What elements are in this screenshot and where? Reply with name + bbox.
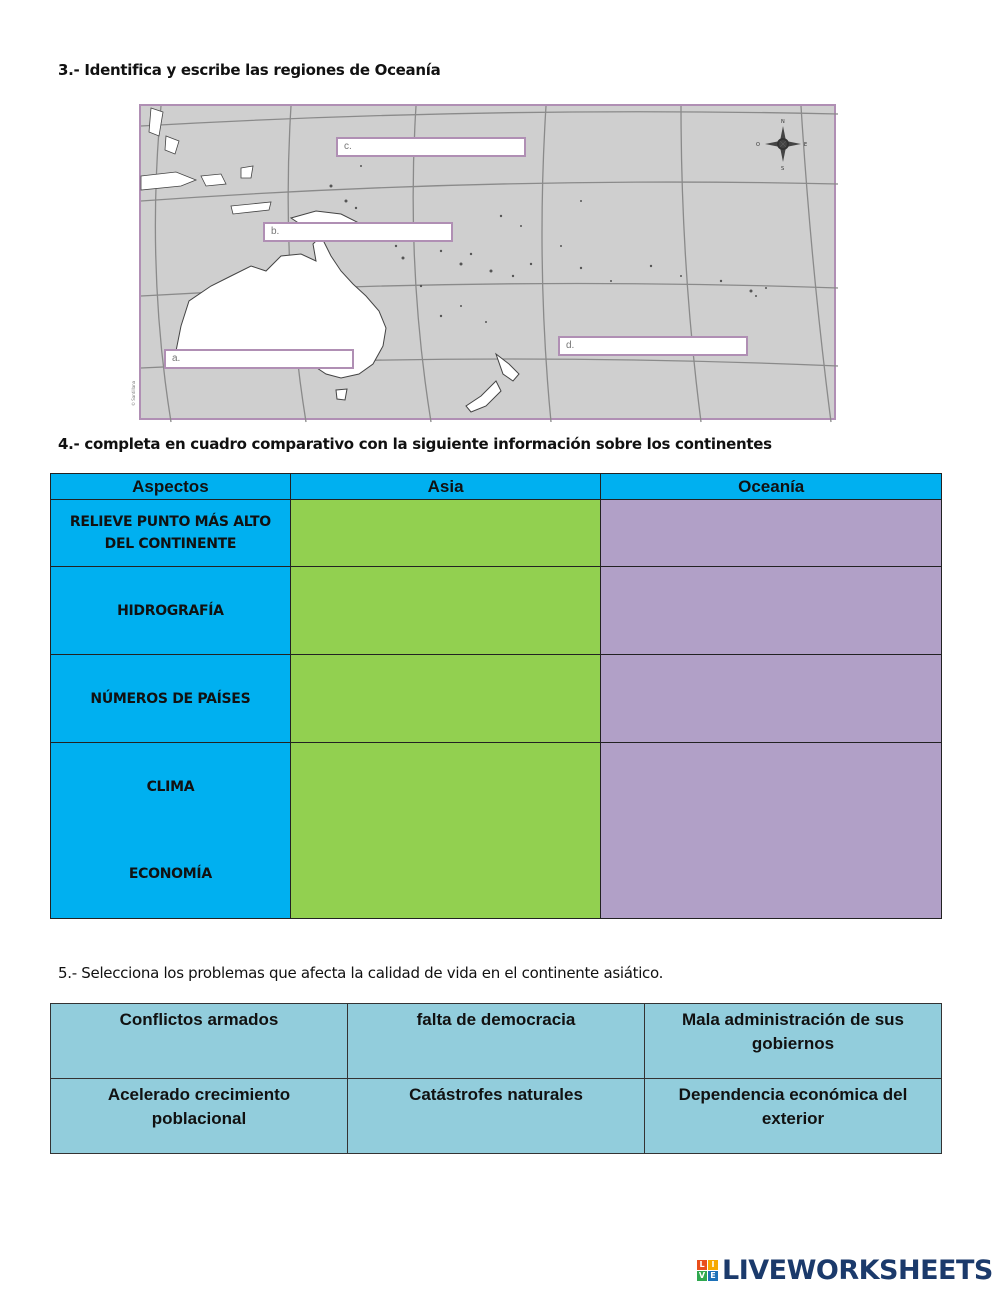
aspect-clima: CLIMA xyxy=(51,743,291,831)
map-field-c[interactable]: c. xyxy=(336,137,526,157)
header-asia: Asia xyxy=(290,474,601,500)
row-relieve xyxy=(51,500,942,567)
question-3-title: 3.- Identifica y escribe las regiones de Oceanía xyxy=(58,61,441,79)
map-field-b[interactable]: b. xyxy=(263,222,453,242)
map-credit: © Santillana xyxy=(131,380,136,406)
compass-s: S xyxy=(781,166,785,172)
aspect-paises: NÚMEROS DE PAÍSES xyxy=(51,655,291,743)
cell-oceania-clima-economia[interactable] xyxy=(601,743,942,919)
option-democracia[interactable]: falta de democracia xyxy=(348,1004,645,1079)
header-aspectos: Aspectos xyxy=(51,474,291,500)
aspect-hidrografia: HIDROGRAFÍA xyxy=(51,567,291,655)
logo-badge-i: I xyxy=(708,1260,718,1270)
option-crecimiento[interactable]: Acelerado crecimiento poblacional xyxy=(51,1079,348,1154)
oceania-map xyxy=(131,104,836,420)
compass-n: N xyxy=(781,119,785,125)
map-field-d[interactable]: d. xyxy=(558,336,748,356)
cell-asia-hidrografia[interactable] xyxy=(290,567,601,655)
option-administracion[interactable]: Mala administración de sus gobiernos xyxy=(645,1004,942,1079)
option-catastrofes[interactable]: Catástrofes naturales xyxy=(348,1079,645,1154)
compass-o: O xyxy=(756,142,760,148)
logo-badge-v: V xyxy=(698,1270,706,1280)
row-clima xyxy=(51,743,942,831)
map-field-a[interactable]: a. xyxy=(164,349,354,369)
logo-wordmark: LIVEWORKSHEETS xyxy=(722,1254,993,1286)
option-conflictos[interactable]: Conflictos armados xyxy=(51,1004,348,1079)
new-zealand-south xyxy=(466,381,501,412)
question-5-title: 5.- Selecciona los problemas que afecta la calidad de vida en el continente asiático. xyxy=(58,964,664,982)
aspect-relieve-line1: RELIEVE PUNTO MÁS ALTO xyxy=(69,514,271,530)
cell-oceania-hidrografia[interactable] xyxy=(601,567,942,655)
cell-asia-relieve[interactable] xyxy=(290,500,601,567)
cell-oceania-relieve[interactable] xyxy=(601,500,942,567)
liveworksheets-logo xyxy=(697,1255,993,1285)
comparison-header-row xyxy=(51,474,942,500)
cell-asia-paises[interactable] xyxy=(290,655,601,743)
aspect-relieve xyxy=(51,500,291,567)
aspect-relieve-line2: DEL CONTINENTE xyxy=(104,536,237,552)
comparison-table xyxy=(50,473,942,919)
row-paises xyxy=(51,655,942,743)
compass-rose xyxy=(756,119,807,172)
new-zealand xyxy=(496,354,519,381)
option-dependencia[interactable]: Dependencia económica del exterior xyxy=(645,1079,942,1154)
logo-badge-l: L xyxy=(697,1260,707,1270)
row-hidrografia xyxy=(51,567,942,655)
cell-oceania-paises[interactable] xyxy=(601,655,942,743)
question-4-title: 4.- completa en cuadro comparativo con la siguiente información sobre los continentes xyxy=(58,435,772,453)
cell-asia-clima-economia[interactable] xyxy=(290,743,601,919)
problems-table xyxy=(50,1003,942,1154)
compass-e: E xyxy=(804,142,808,148)
asia-islands xyxy=(141,108,271,214)
logo-badge-e: E xyxy=(708,1271,718,1281)
logo-badge-icon xyxy=(697,1260,718,1281)
aspect-economia: ECONOMÍA xyxy=(51,831,291,919)
header-oceania: Oceanía xyxy=(601,474,942,500)
tasmania xyxy=(336,389,347,400)
